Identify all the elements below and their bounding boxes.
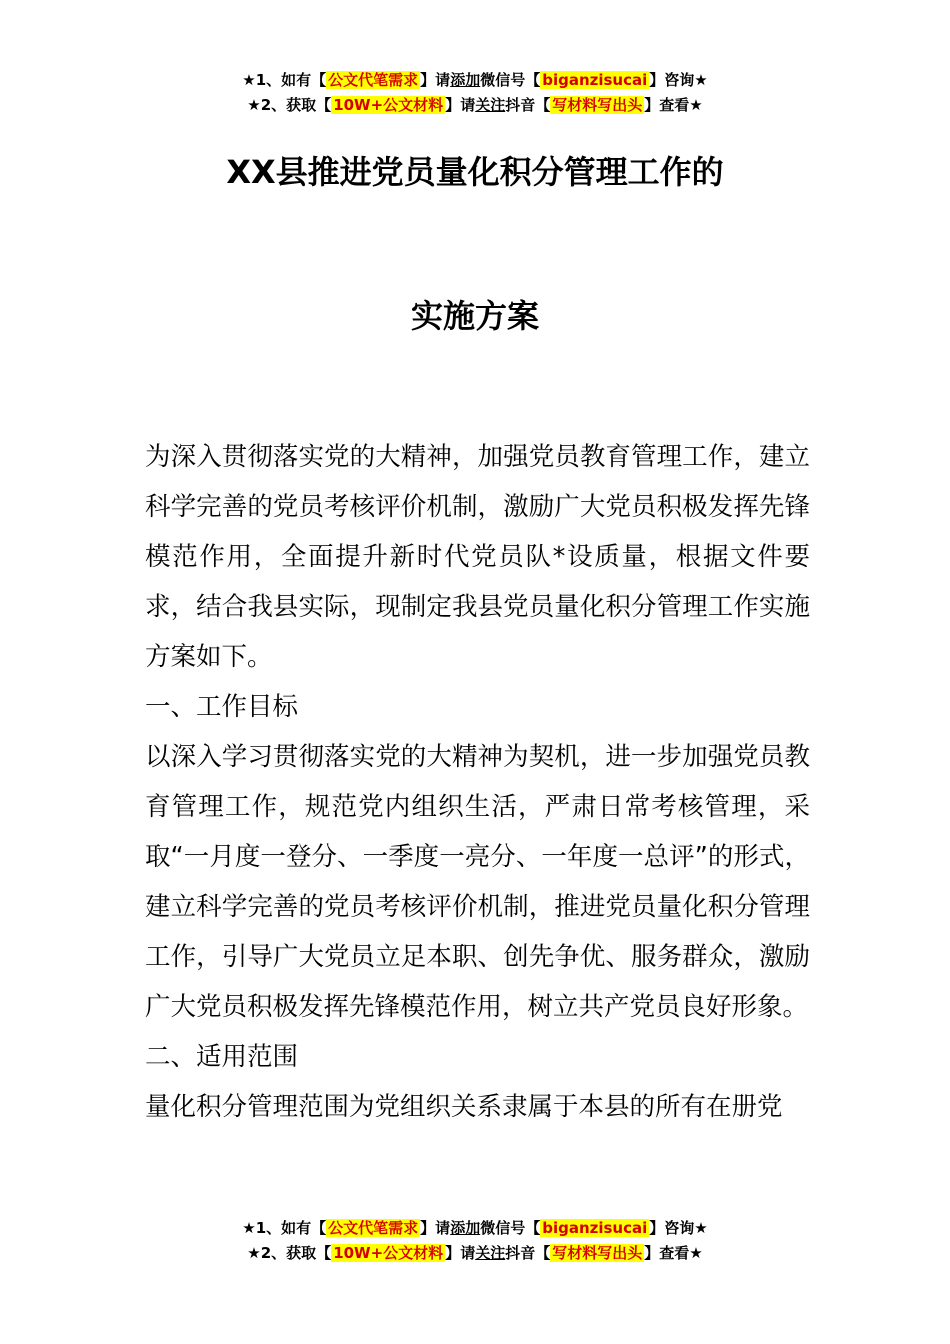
document-title-line-2: 实施方案 bbox=[410, 297, 539, 335]
banner-highlight: 写材料写出头 bbox=[552, 96, 643, 114]
banner-text: 抖音【 bbox=[505, 1244, 551, 1262]
banner-underlined: 关注 bbox=[475, 1244, 506, 1262]
banner-text: ★1、如有【 bbox=[242, 1219, 327, 1237]
footer-banner bbox=[0, 1216, 950, 1266]
banner-underlined: 添加 bbox=[450, 1219, 481, 1237]
document-title-line-1: XX县推进党员量化积分管理工作的 bbox=[226, 153, 724, 191]
banner-text: 微信号【 bbox=[480, 71, 541, 89]
section-heading: 二、适用范围 bbox=[145, 1042, 299, 1072]
section-heading: 一、工作目标 bbox=[145, 692, 299, 722]
banner-underlined: 添加 bbox=[450, 71, 481, 89]
banner-highlight: 公文代笔需求 bbox=[328, 71, 419, 89]
banner-highlight: 10W+公文材料 bbox=[333, 1244, 444, 1262]
banner-text: 】查看★ bbox=[644, 96, 703, 114]
banner-text: 微信号【 bbox=[480, 1219, 541, 1237]
banner-highlight: biganzisucai bbox=[542, 71, 648, 89]
banner-text: 】请 bbox=[420, 1219, 451, 1237]
banner-text: ★1、如有【 bbox=[242, 71, 327, 89]
banner-highlight: 10W+公文材料 bbox=[333, 96, 444, 114]
banner-line-1 bbox=[0, 1216, 950, 1241]
banner-underlined: 关注 bbox=[475, 96, 506, 114]
banner-line-2 bbox=[0, 93, 950, 118]
banner-text: 】请 bbox=[445, 1244, 476, 1262]
banner-text: 】查看★ bbox=[644, 1244, 703, 1262]
banner-text: 】咨询★ bbox=[649, 1219, 708, 1237]
body-paragraph: 为深入贯彻落实党的大精神，加强党员教育管理工作，建立科学完善的党员考核评价机制，激励广大党员积极发挥先锋模范作用，全面提升新时代党员队*设质量，根据文件要求，结合我县实际，现制定我县党员量化积分管理工作实施方案如下。 bbox=[145, 442, 810, 672]
banner-text: ★2、获取【 bbox=[247, 1244, 332, 1262]
banner-line-2 bbox=[0, 1241, 950, 1266]
banner-highlight: biganzisucai bbox=[542, 1219, 648, 1237]
document-body bbox=[145, 432, 810, 1132]
banner-text: 】咨询★ bbox=[649, 71, 708, 89]
banner-highlight: 公文代笔需求 bbox=[328, 1219, 419, 1237]
banner-text: ★2、获取【 bbox=[247, 96, 332, 114]
banner-line-1 bbox=[0, 68, 950, 93]
header-banner bbox=[0, 68, 950, 118]
banner-text: 抖音【 bbox=[505, 96, 551, 114]
body-paragraph: 量化积分管理范围为党组织关系隶属于本县的所有在册党 bbox=[145, 1092, 783, 1122]
banner-highlight: 写材料写出头 bbox=[552, 1244, 643, 1262]
body-paragraph: 以深入学习贯彻落实党的大精神为契机，进一步加强党员教育管理工作，规范党内组织生活，严肃日常考核管理，采取“一月度一登分、一季度一亮分、一年度一总评”的形式，建立科学完善的党员考核评价机制，推进党员量化积分管理工作，引导广大党员立足本职、创先争优、服务群众，激励广大党员积极发挥先锋模范作用，树立共产党员良好形象。 bbox=[145, 742, 810, 1022]
banner-text: 】请 bbox=[445, 96, 476, 114]
banner-text: 】请 bbox=[420, 71, 451, 89]
